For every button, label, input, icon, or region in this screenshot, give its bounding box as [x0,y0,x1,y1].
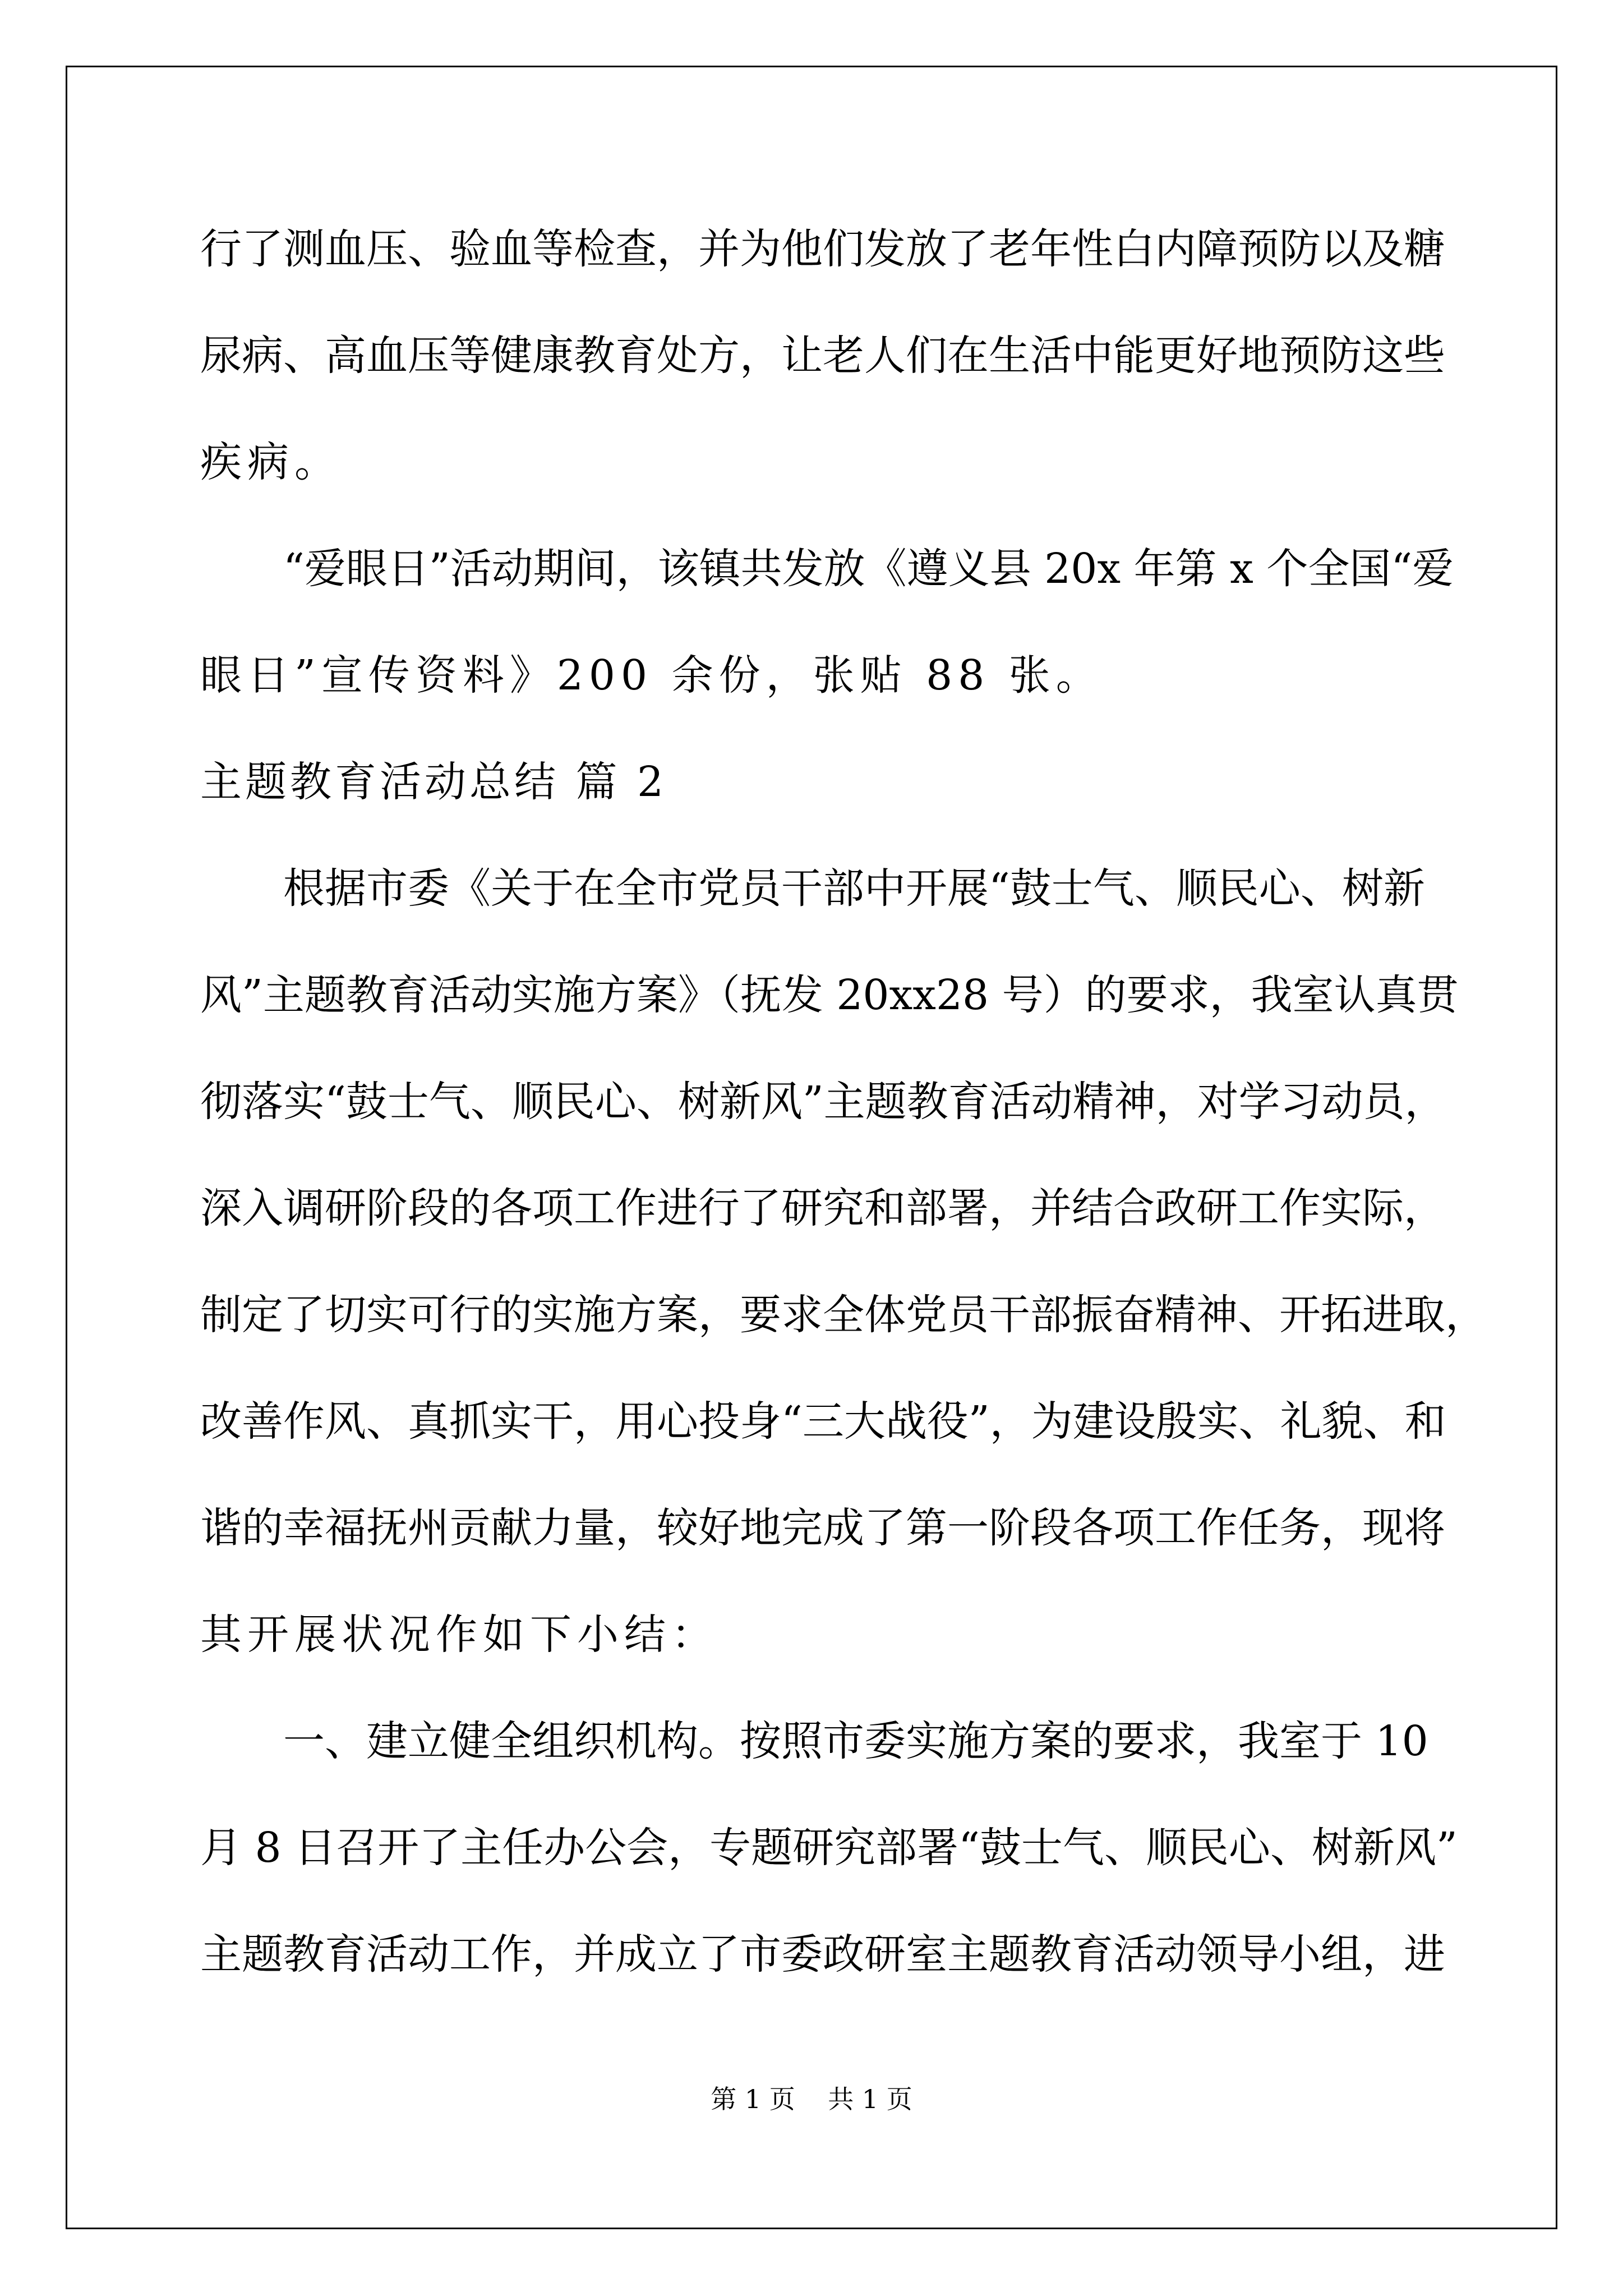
paragraph-line: 根据市委《关于在全市党员干部中开展“鼓士气、顺民心、树新 [283,864,1425,913]
paragraph-line: “爱眼日”活动期间，该镇共发放《遵义县 20x 年第 x 个全国“爱 [283,545,1454,593]
paragraph-line: 疾病。 [200,438,342,486]
document-body [200,208,1487,2019]
paragraph-line: 深入调研阶段的各项工作进行了研究和部署，并结合政研工作实际， [200,1184,1445,1232]
paragraph-line: 改善作风、真抓实干，用心投身“三大战役”，为建设殷实、礼貌、和 [200,1397,1446,1446]
paragraph-line: 风”主题教育活动实施方案》（抚发 20xx28 号）的要求，我室认真贯 [200,971,1459,1019]
paragraph-line: 眼日”宣传资料》200 余份，张贴 88 张。 [200,651,1103,700]
paragraph-line: 谐的幸福抚州贡献力量，较好地完成了第一阶段各项工作任务，现将 [200,1504,1445,1552]
paragraph-line: 制定了切实可行的实施方案，要求全体党员干部振奋精神、开拓进取， [200,1291,1487,1339]
paragraph-line: 尿病、高血压等健康教育处方，让老人们在生活中能更好地预防这些 [200,332,1445,380]
paragraph-line: 月 8 日召开了主任办公会，专题研究部署“鼓士气、顺民心、树新风” [200,1824,1458,1872]
paragraph-line: 主题教育活动工作，并成立了市委政研室主题教育活动领导小组，进 [200,1930,1445,1978]
page-footer: 第 1 页 共 1 页 [711,2084,912,2114]
paragraph-line: 彻落实“鼓士气、顺民心、树新风”主题教育活动精神，对学习动员， [200,1078,1446,1126]
paragraph-line: 行了测血压、验血等检查，并为他们发放了老年性白内障预防以及糖 [200,225,1445,273]
paragraph-line: 其开展状况作如下小结： [200,1611,718,1659]
section-heading: 主题教育活动总结 篇 2 [200,758,667,806]
paragraph-line: 一、建立健全组织机构。按照市委实施方案的要求，我室于 10 [283,1717,1428,1765]
